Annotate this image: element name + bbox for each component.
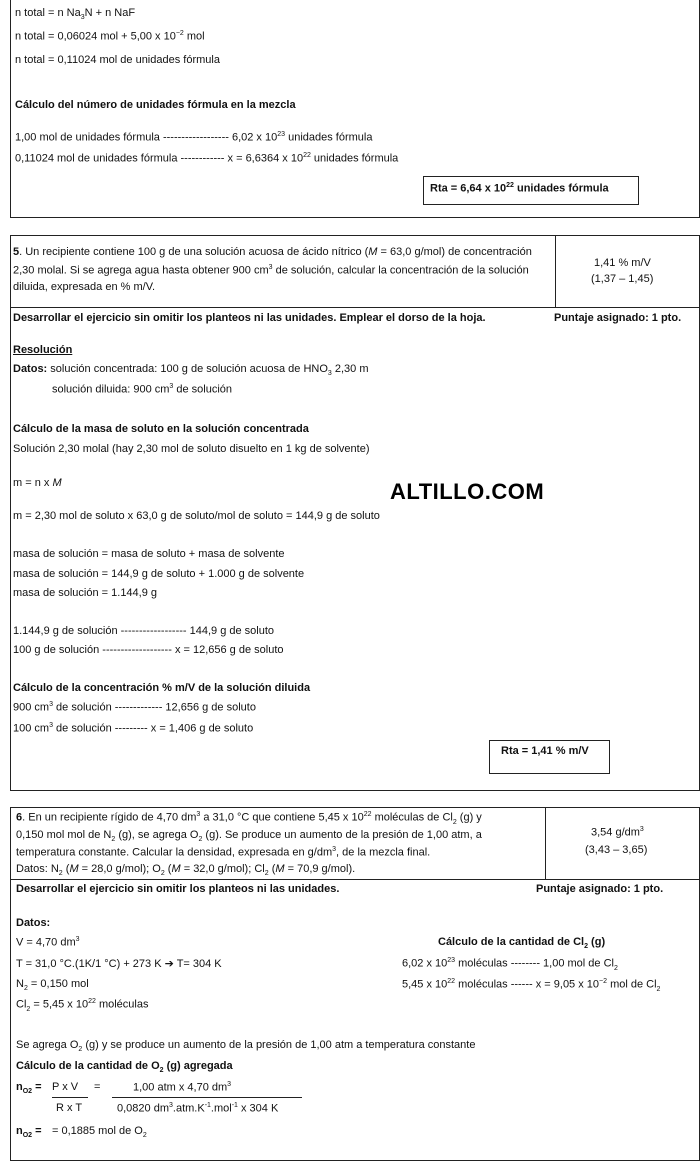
q6-line4: Datos: $N_2$ (M = 28,0 g/mol); $O_2$ (M = 32,0 g/mol); $Cl_2$ (M = 70,9 g/mol). (16, 863, 356, 878)
ntotal-line2: n total = 0,06024 mol + 5,00 x $10^{-2}$ mol (15, 30, 205, 43)
q5-points: Puntaje asignado: 1 pto. (554, 312, 682, 324)
unidades-line2: 0,11024 mol de unidades fórmula ------------ x = 6,6364 x $10^{22}$ unidades fórmula (15, 152, 399, 165)
q6-result: 3,54 $g/dm^3$ (591, 826, 644, 839)
q5-c1: 900 $cm^3$ de solución ------------- 12,656 g de soluto (13, 701, 256, 714)
q5-ms1: masa de solución = masa de soluto + masa de solvente (13, 548, 285, 560)
answer-1: Rta = 6,64 x $10^{22}$ unidades fórmula (430, 182, 609, 195)
q6-eq: = (94, 1081, 101, 1093)
q6-line2: 0,150 mol mol de $N_2$ (g), se agrega $O_2$ (g). Se produce un aumento de la presión de 1,00 atm, a (16, 829, 482, 844)
q6-num: 1,00 atm x 4,70 $dm^3$ (133, 1081, 232, 1094)
q6-line1: 6. En un recipiente rígido de 4,70 $dm^3$ a 31,0 °C que contiene 5,45 x $10^{22}$ moléculas de $Cl_2$ (g) y (16, 811, 482, 826)
q5-hline (10, 307, 700, 308)
q6-hline (10, 879, 700, 880)
q6-heading-o2: Cálculo de la cantidad de $O_2$ (g) agregada (16, 1060, 233, 1075)
q5-r2: 100 g de solución ------------------- x = 12,656 g de soluto (13, 644, 284, 656)
q6-cl-r2: 5,45 x $10^{22}$ moléculas ------ x = 9,05 x $10^{-2}$ mol de $Cl_2$ (402, 978, 661, 993)
heading-unidades: Cálculo del número de unidades fórmula en la mezcla (15, 99, 296, 111)
watermark: ALTILLO.COM (390, 479, 545, 504)
q5-heading-masa: Cálculo de la masa de soluto en la solución concentrada (13, 423, 309, 435)
q6-line3: temperatura constante. Calcular la densidad, expresada en $g/dm^3$, de la mezcla final. (16, 846, 431, 859)
q6-instruction: Desarrollar el ejercicio sin omitir los planteos ni las unidades. (16, 883, 340, 895)
q6-no2-res: = 0,1885 mol de $O_2$ (52, 1125, 147, 1140)
q5-instruction: Desarrollar el ejercicio sin omitir los planteos ni las unidades. Emplear el dorso de la hoja. (13, 312, 486, 324)
q6-rt: R x T (56, 1102, 83, 1114)
q6-divider (545, 807, 546, 879)
ntotal-line1: n total = n $Na_3N + n$ NaF (15, 7, 136, 22)
q6-pv: P x V (52, 1081, 79, 1093)
answer-5: Rta = 1,41 % m/V (501, 745, 589, 757)
q5-c2: 100 $cm^3$ de solución --------- x = 1,406 g de soluto (13, 722, 254, 735)
q5-heading-conc: Cálculo de la concentración % m/V de la solución diluida (13, 682, 311, 694)
q6-cl2: $Cl_2 = 5,45$ x $10^{22}$ moléculas (16, 998, 149, 1013)
ntotal-line3: n total = 0,11024 mol de unidades fórmula (15, 54, 220, 66)
q5-resolucion: Resolución (13, 344, 73, 356)
q6-den: 0,0820 $dm^3.atm.K^{-1}.mol^{-1}$ x 304 K (117, 1102, 279, 1115)
q5-range: (1,37 – 1,45) (591, 273, 654, 285)
q5-datos-1: Datos: solución concentrada: 100 g de solución acuosa de $HNO_3$ 2,30 m (13, 363, 369, 378)
q5-r1: 1.144,9 g de solución ------------------ 144,9 g de soluto (13, 625, 275, 637)
q5-ms2: masa de solución = 144,9 g de soluto + 1.000 g de solvente (13, 568, 305, 580)
q6-frac-line-1 (52, 1097, 88, 1098)
q6-frac-line-2 (112, 1097, 302, 1098)
q6-agrega: Se agrega $O_2$ (g) y se produce un aumento de la presión de 1,00 atm a temperatura constante (16, 1039, 476, 1054)
q5-m-calc: m = 2,30 mol de soluto x 63,0 g de soluto/mol de soluto = 144,9 g de soluto (13, 510, 380, 522)
q6-datos: Datos: (16, 917, 51, 929)
q5-statement: 5. Un recipiente contiene 100 g de una solución acuosa de ácido nítrico (M = 63,0 g/mol) de concentración 2,30 molal. Si se agrega agua hasta obtener 900 $cm^3$ de solución, calcular la concentración de la solución diluida, expresada en % m/V. (13, 246, 532, 293)
q5-m-eq: m = n x M (13, 477, 62, 489)
q6-range: (3,43 – 3,65) (585, 844, 648, 856)
q5-ms3: masa de solución = 1.144,9 g (13, 587, 158, 599)
q6-no2-label: $n_{O2}$ = (16, 1081, 42, 1096)
q6-v: V = 4,70 $dm^3$ (16, 936, 80, 949)
unidades-line1: 1,00 mol de unidades fórmula ------------------ 6,02 x $10^{23}$ unidades fórmula (15, 131, 373, 144)
arrow-right-icon: ➔ (164, 958, 174, 970)
q6-n2: $N_2 = 0,150$ mol (16, 978, 89, 993)
q6-t: T = 31,0 °C.(1K/1 °C) + 273 K ➔ T= 304 K (16, 958, 222, 970)
q5-result: 1,41 % m/V (594, 257, 651, 269)
q5-datos-2: solución diluida: 900 $cm^3$ de solución (52, 383, 233, 396)
q6-no2-res-label: $n_{O2}$ = (16, 1125, 42, 1140)
q6-points: Puntaje asignado: 1 pto. (536, 883, 664, 895)
q6-cl-r1: 6,02 x $10^{23}$ moléculas -------- 1,00 mol de $Cl_2$ (402, 957, 618, 972)
q5-sol-molal: Solución 2,30 molal (hay 2,30 mol de soluto disuelto en 1 kg de solvente) (13, 443, 370, 455)
q5-divider (555, 235, 556, 307)
q6-heading-cl2: Cálculo de la cantidad de $Cl_2$ (g) (438, 936, 606, 951)
